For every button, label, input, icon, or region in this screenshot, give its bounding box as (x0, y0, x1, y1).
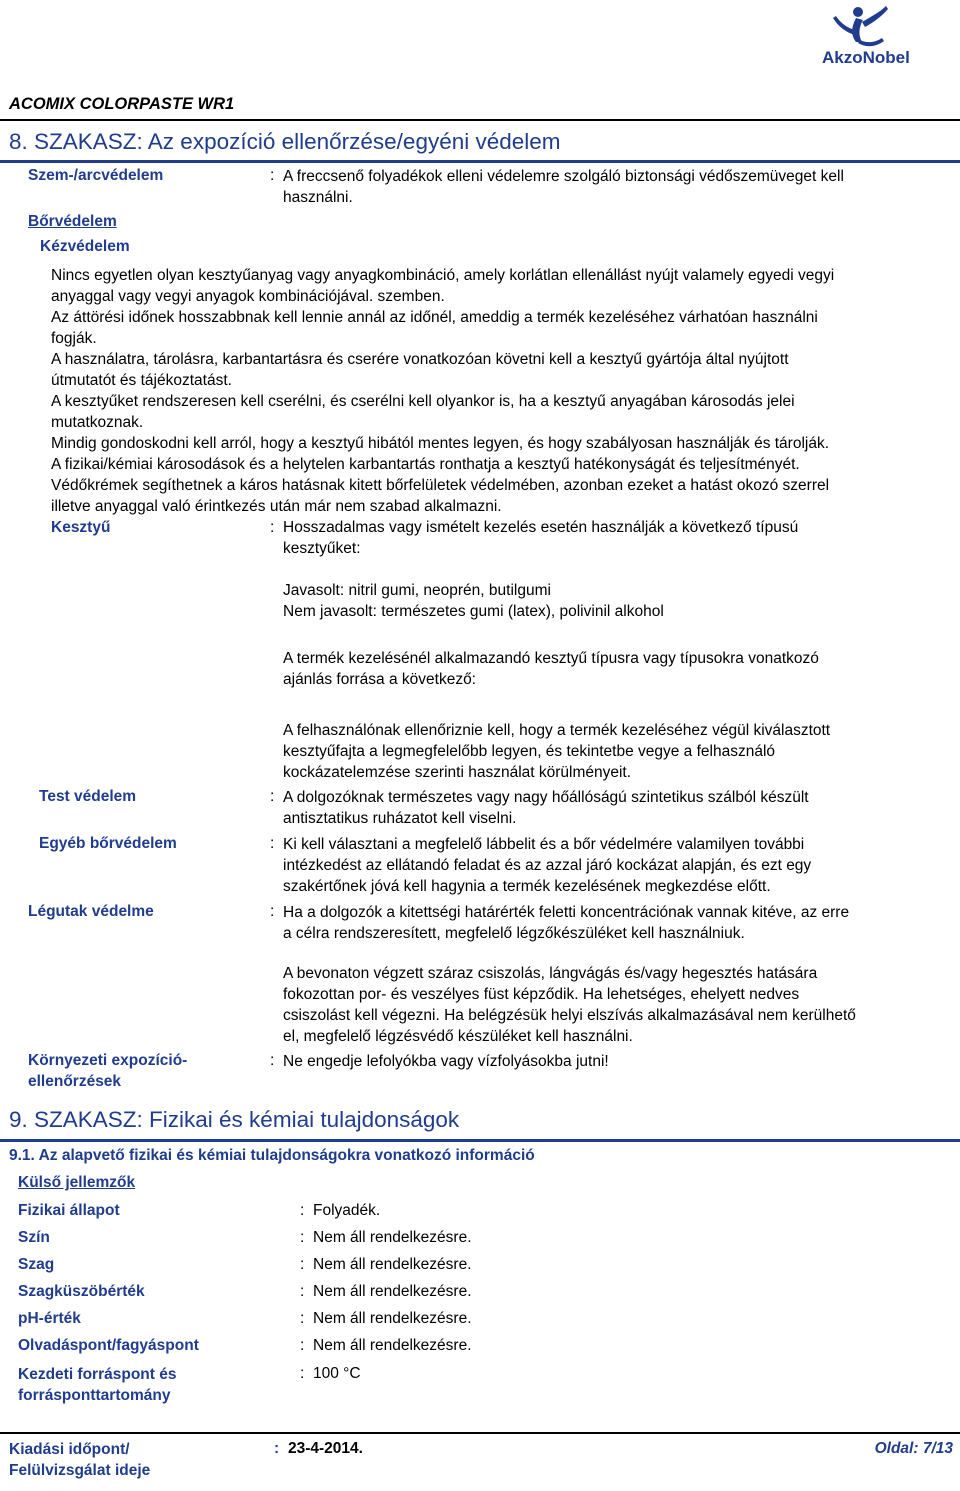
text-line: A kesztyűket rendszeresen kell cserélni, és cserélni kell olyankor is, ha a kesztyű anyagában károsodás jelei (51, 393, 795, 410)
colon: : (300, 1337, 305, 1354)
gloves-label: Kesztyű (51, 519, 111, 536)
property-value: Folyadék. (313, 1202, 381, 1219)
respiratory-text-2 (283, 963, 856, 1047)
text-line: A termék kezelésénél alkalmazandó kesztyű típusra vagy típusokra vonatkozó (283, 650, 819, 667)
text-line: fogják. (51, 330, 97, 347)
colon: : (300, 1283, 305, 1300)
text-line: a célra rendszeresített, megfelelő légzőkészüléket kell használniuk. (283, 925, 745, 942)
property-value: Nem áll rendelkezésre. (313, 1229, 472, 1246)
text-line: A freccsenő folyadékok elleni védelemre szolgáló biztonsági védőszemüveget kell (283, 168, 844, 185)
label-line: Kezdeti forráspont és (18, 1366, 177, 1383)
text-line: illetve anyaggal való érintkezés után már nem szabad alkalmazni. (51, 498, 502, 515)
colon: : (270, 167, 275, 184)
property-value: Nem áll rendelkezésre. (313, 1283, 472, 1300)
text-line: szakértőnek jóvá kell hagynia a termék kezelésének megkezdése előtt. (283, 878, 771, 895)
body-protection-label: Test védelem (39, 788, 137, 805)
colon: : (270, 835, 275, 852)
text-line: útmutatót és tájékoztatást. (51, 372, 232, 389)
text-line: Védőkrémek segíthetnek a káros hatásnak kitett bőrfelületek védelmében, azonban ezeket a hatást okozó szerrel (51, 477, 830, 494)
text-line: antisztatikus ruházatot kell viselni. (283, 810, 517, 827)
colon: : (270, 1052, 275, 1069)
property-label: Szín (18, 1229, 50, 1246)
boiling-point-value: 100 °C (313, 1365, 361, 1382)
gloves-text-1 (283, 517, 798, 559)
other-skin-protection-label: Egyéb bőrvédelem (39, 835, 177, 852)
skin-protection-label: Bőrvédelem (28, 213, 117, 230)
property-label: pH-érték (18, 1310, 81, 1327)
hand-protection-label: Kézvédelem (40, 238, 130, 255)
text-line: A dolgozóknak természetes vagy nagy hőállóságú szintetikus szálból készült (283, 789, 809, 806)
product-title: ACOMIX COLORPASTE WR1 (9, 95, 235, 113)
environmental-exposure-text: Ne engedje lefolyókba vagy vízfolyásokba jutni! (283, 1053, 609, 1070)
text-line: A felhasználónak ellenőriznie kell, hogy a termék kezeléséhez végül kiválasztott (283, 722, 831, 739)
issue-date-value: 23-4-2014. (288, 1440, 363, 1457)
text-line: anyaggal vagy vegyi anyagok kombinációjával. szemben. (51, 288, 445, 305)
text-line: Mindig gondoskodni kell arról, hogy a kesztyű hibától mentes legyen, és hogy szabályosan használják és tárolják. (51, 435, 830, 452)
body-protection-text (283, 787, 809, 829)
text-line: kesztyűket: (283, 540, 361, 557)
colon: : (270, 788, 275, 805)
hand-protection-text (51, 265, 956, 517)
respiratory-text-1 (283, 902, 849, 944)
section8-title: 8. SZAKASZ: Az expozíció ellenőrzése/egyéni védelem (9, 129, 561, 154)
colon: : (300, 1256, 305, 1273)
boiling-point-label (18, 1364, 176, 1406)
text-line: fokozottan por- és veszélyes füst képződik. Ha lehetséges, ehelyett nedves (283, 986, 800, 1003)
text-line: A bevonaton végzett száraz csiszolás, lángvágás és/vagy hegesztés hatására (283, 965, 818, 982)
text-line: Az áttörési időnek hosszabbnak kell lennie annál az időnél, ameddig a termék kezeléséhez várhatóan használni (51, 309, 818, 326)
text-line: használni. (283, 189, 353, 206)
footer-divider (0, 1432, 960, 1434)
property-value: Nem áll rendelkezésre. (313, 1310, 472, 1327)
issue-date-label (9, 1439, 150, 1481)
property-value: Nem áll rendelkezésre. (313, 1337, 472, 1354)
text-line: Nincs egyetlen olyan kesztyűanyag vagy anyagkombináció, amely korlátlan ellenállást nyújt valamely egyedi vegyi (51, 267, 835, 284)
label-line: ellenőrzések (28, 1073, 122, 1090)
text-line: Hosszadalmas vagy ismételt kezelés esetén használják a következő típusú (283, 519, 799, 536)
gloves-text-4 (283, 720, 830, 783)
colon: : (300, 1310, 305, 1327)
label-line: Kiadási időpont/ (9, 1441, 130, 1458)
other-skin-protection-text (283, 834, 811, 897)
gloves-text-3 (283, 648, 819, 690)
section9-underline (0, 1139, 960, 1142)
text-line: A használatra, tárolásra, karbantartásra és cserére vonatkozóan követni kell a kesztyű gyártója által nyújtott (51, 351, 789, 368)
external-properties-heading: Külső jellemzők (18, 1174, 136, 1191)
text-line: el, megfelelő légzésvédő készüléket kell használni. (283, 1028, 633, 1045)
eye-protection-label: Szem-/arcvédelem (28, 167, 164, 184)
colon: : (270, 519, 275, 536)
property-label: Fizikai állapot (18, 1202, 120, 1219)
section8-underline (0, 160, 960, 163)
header-divider (0, 119, 960, 121)
text-line: ajánlás forrása a következő: (283, 671, 476, 688)
akzonobel-logo-text: AkzoNobel (822, 48, 910, 67)
text-line: Ha a dolgozók a kitettségi határérték feletti koncentrációnak vannak kitéve, az erre (283, 904, 850, 921)
text-line: kockázatelemzése szerinti használat körülményeit. (283, 764, 632, 781)
colon: : (300, 1202, 305, 1219)
eye-protection-text (283, 166, 844, 208)
text-line: Javasolt: nitril gumi, neoprén, butilgumi (283, 582, 551, 599)
property-label: Olvadáspont/fagyáspont (18, 1337, 199, 1354)
colon: : (300, 1365, 305, 1382)
respiratory-protection-label: Légutak védelme (28, 903, 154, 920)
label-line: forrásponttartomány (18, 1387, 171, 1404)
property-label: Szagküszöbérték (18, 1283, 145, 1300)
text-line: intézkedést az ellátandó feladat és az azzal járó kockázat alapján, és ezt egy (283, 857, 812, 874)
text-line: csiszolást kell végezni. Ha belégzésük helyi elszívás alkalmazásával nem kerülhető (283, 1007, 856, 1024)
property-label: Szag (18, 1256, 55, 1273)
label-line: Felülvizsgálat ideje (9, 1462, 151, 1479)
text-line: mutatkoznak. (51, 414, 144, 431)
section9-title: 9. SZAKASZ: Fizikai és kémiai tulajdonságok (9, 1107, 460, 1132)
page-number: Oldal: 7/13 (874, 1440, 953, 1457)
colon: : (274, 1440, 280, 1457)
colon: : (300, 1229, 305, 1246)
label-line: Környezeti expozíció- (28, 1052, 188, 1069)
subsection-9-1-title: 9.1. Az alapvető fizikai és kémiai tulajdonságokra vonatkozó információ (9, 1147, 535, 1164)
environmental-exposure-label (28, 1050, 187, 1092)
text-line: kesztyűfajta a legmegfelelőbb legyen, és tekintetbe vegye a felhasználó (283, 743, 776, 760)
text-line: A fizikai/kémiai károsodások és a helytelen karbantartás ronthatja a kesztyű hatékonyságát és teljesítményét. (51, 456, 800, 473)
colon: : (270, 903, 275, 920)
text-line: Ki kell választani a megfelelő lábbelit és a bőr védelmére valamilyen további (283, 836, 805, 853)
text-line: Nem javasolt: természetes gumi (latex), polivinil alkohol (283, 603, 664, 620)
property-value: Nem áll rendelkezésre. (313, 1256, 472, 1273)
gloves-text-2 (283, 580, 664, 622)
